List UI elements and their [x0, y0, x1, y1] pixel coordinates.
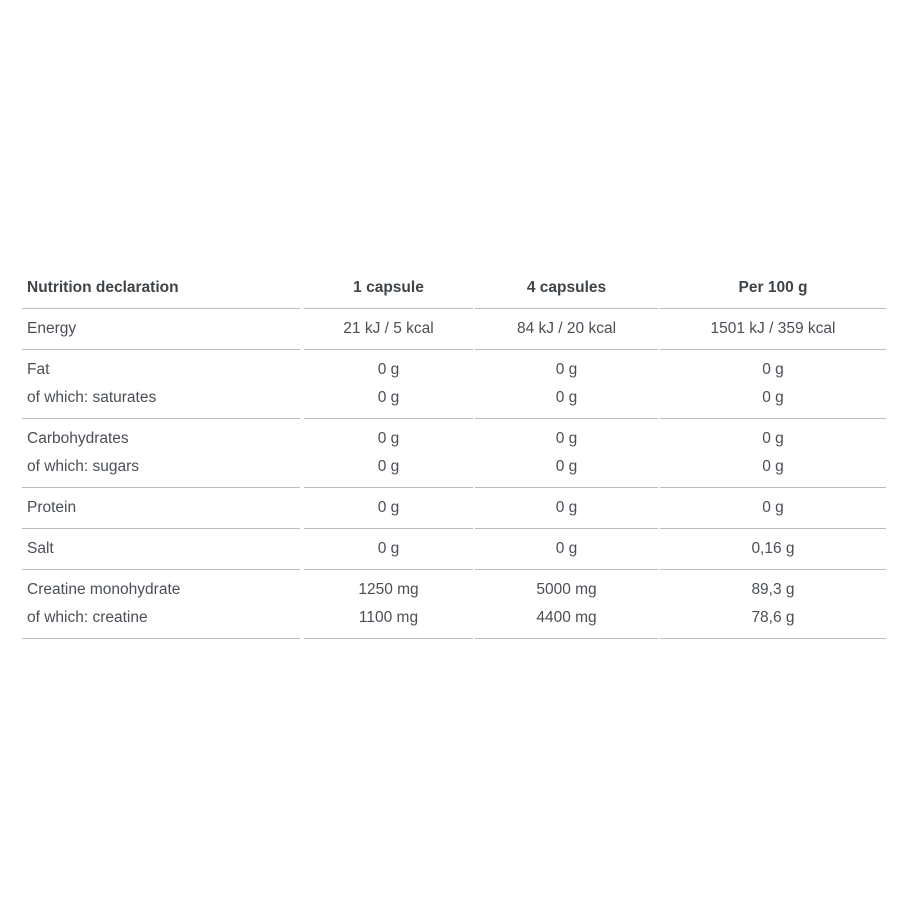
cell-label	[22, 529, 300, 570]
cell-1-capsule	[304, 419, 473, 488]
row-value-1-capsule: 1250 mg	[358, 581, 419, 598]
row-label: of which: creatine	[27, 609, 148, 626]
cell-4-capsules	[475, 488, 658, 529]
row-value-4-capsules: 0 g	[555, 458, 578, 475]
cell-label	[22, 350, 300, 419]
cell-per-100g	[660, 309, 886, 350]
cell-per-100g	[660, 529, 886, 570]
table-row	[22, 570, 886, 639]
cell-per-100g	[660, 419, 886, 488]
row-value-4-capsules: 84 kJ / 20 kcal	[516, 320, 617, 337]
cell-per-100g	[660, 570, 886, 639]
cell-label	[22, 488, 300, 529]
header-cell-1-capsule	[304, 268, 473, 309]
row-value-1-capsule: 0 g	[377, 389, 400, 406]
row-value-4-capsules: 4400 mg	[536, 609, 597, 626]
row-value-per-100g: 89,3 g	[751, 581, 795, 598]
row-value-per-100g: 0 g	[762, 458, 784, 475]
cell-label	[22, 570, 300, 639]
table-body	[22, 309, 886, 639]
cell-1-capsule	[304, 309, 473, 350]
table-row	[22, 529, 886, 570]
row-value-1-capsule: 0 g	[377, 540, 400, 557]
table-header-row	[22, 268, 886, 309]
table-row	[22, 488, 886, 529]
cell-label	[22, 309, 300, 350]
row-label: Fat	[27, 361, 50, 378]
header-cell-4-capsules	[475, 268, 658, 309]
row-value-4-capsules: 0 g	[555, 361, 578, 378]
header-cell-per-100g	[660, 268, 886, 309]
header-nutrition-declaration: Nutrition declaration	[27, 279, 179, 296]
header-4-capsules: 4 capsules	[526, 279, 607, 296]
row-value-1-capsule: 0 g	[377, 361, 400, 378]
row-value-4-capsules: 0 g	[555, 430, 578, 447]
row-value-1-capsule: 1100 mg	[358, 609, 419, 626]
row-value-4-capsules: 5000 mg	[536, 581, 597, 598]
row-label: Carbohydrates	[27, 430, 129, 447]
row-value-per-100g: 1501 kJ / 359 kcal	[710, 320, 836, 337]
row-value-4-capsules: 0 g	[555, 540, 578, 557]
table-row	[22, 350, 886, 419]
cell-1-capsule	[304, 570, 473, 639]
cell-per-100g	[660, 350, 886, 419]
row-label: Protein	[27, 499, 77, 516]
row-label: Energy	[27, 320, 77, 337]
row-value-per-100g: 0,16 g	[751, 540, 795, 557]
cell-per-100g	[660, 488, 886, 529]
header-cell-label	[22, 268, 300, 309]
row-value-4-capsules: 0 g	[555, 389, 578, 406]
row-value-per-100g: 78,6 g	[751, 609, 795, 626]
row-value-1-capsule: 0 g	[377, 430, 400, 447]
cell-4-capsules	[475, 419, 658, 488]
header-per-100g: Per 100 g	[738, 279, 808, 296]
nutrition-table	[22, 268, 886, 639]
cell-4-capsules	[475, 309, 658, 350]
row-label: Salt	[27, 540, 54, 557]
row-value-per-100g: 0 g	[762, 361, 784, 378]
cell-1-capsule	[304, 350, 473, 419]
table-row	[22, 309, 886, 350]
cell-1-capsule	[304, 488, 473, 529]
row-value-1-capsule: 0 g	[377, 499, 400, 516]
row-value-1-capsule: 0 g	[377, 458, 400, 475]
row-value-per-100g: 0 g	[762, 499, 784, 516]
row-label: Creatine monohydrate	[27, 581, 181, 598]
row-value-1-capsule: 21 kJ / 5 kcal	[343, 320, 434, 337]
header-1-capsule: 1 capsule	[353, 279, 424, 296]
row-label: of which: saturates	[27, 389, 157, 406]
row-value-4-capsules: 0 g	[555, 499, 578, 516]
cell-4-capsules	[475, 350, 658, 419]
cell-4-capsules	[475, 529, 658, 570]
table-row	[22, 419, 886, 488]
row-label: of which: sugars	[27, 458, 139, 475]
row-value-per-100g: 0 g	[762, 389, 784, 406]
cell-label	[22, 419, 300, 488]
cell-4-capsules	[475, 570, 658, 639]
row-value-per-100g: 0 g	[762, 430, 784, 447]
cell-1-capsule	[304, 529, 473, 570]
